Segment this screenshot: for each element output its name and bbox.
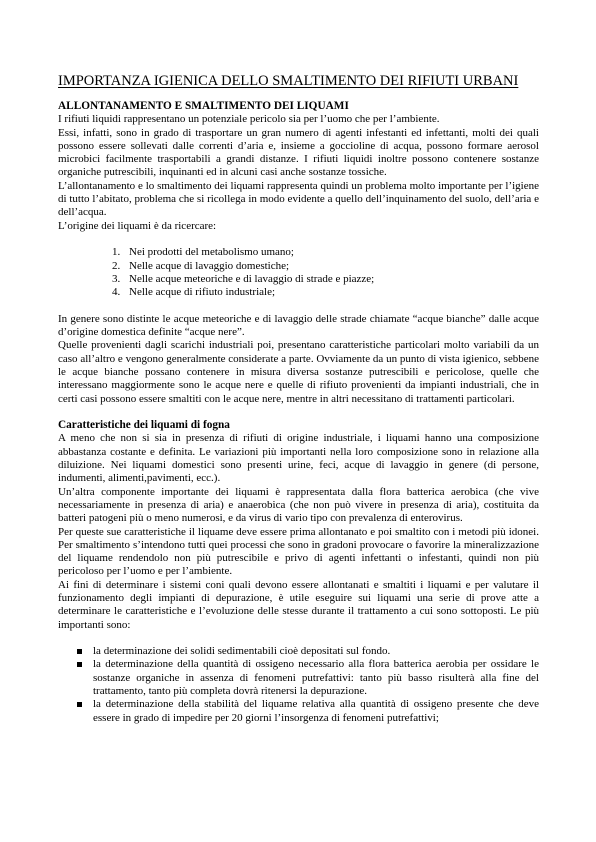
list-item-text: la determinazione della stabilità del liquame relativa alla quantità di ossigeno presente che deve essere in grado di impedire per 20 giorni l’insorgenza di fenomeni putrefattivi; (93, 698, 539, 724)
paragraph: L’allontanamento e lo smaltimento dei liquami rappresenta quindi un problema molto importante per l’igiene di tutto l’abitato, problema che si ricollega in modo evidente a quello dell’inquinamento del suolo, dell’aria e dell’acqua. (58, 179, 539, 219)
paragraph: Essi, infatti, sono in grado di trasportare un gran numero di agenti infestanti ed infettanti, molti dei quali possono essere sollevati dalle correnti d’aria e, insieme a goccioline di acqua, possono formare aerosol microbici facilmente trasportabili a grandi distanze. I rifiuti liquidi inoltre possono contenere sostanze organiche putrescibili, inquinanti ed in alcuni casi anche sostanze tossiche. (58, 126, 539, 179)
spacer (58, 632, 539, 645)
tests-list (58, 645, 539, 725)
paragraph: Per queste sue caratteristiche il liquame deve essere prima allontanato e poi smaltito con i metodi più idonei. Per smaltimento s’intendono tutti quei processi che sono in gradoni provocare o favorire la mineralizzazione del liquame rendendolo non più putrescibile e privo di agenti infettanti o infestanti, quindi non più pericoloso per l’uomo e per l’ambiente. (58, 525, 539, 578)
list-item (76, 658, 539, 698)
section-heading-caratteristiche: Caratteristiche dei liquami di fogna (58, 419, 230, 432)
paragraph: A meno che non si sia in presenza di rifiuti di origine industriale, i liquami hanno una composizione abbastanza costante e definita. Le variazioni più importanti nella loro composizione sono in relazione alla diluizione. Nei liquami domestici sono presenti urine, feci, acque di lavaggio in genere (di persone, indumenti, alimenti,pavimenti, ecc.). (58, 432, 539, 485)
spacer (58, 299, 539, 312)
paragraph: Un’altra componente importante dei liquami è rappresentata dalla flora batterica aerobica (che vive necessariamente in presenza di aria) e anaerobica (che non può vivere in presenza di aria), costituita da batteri patogeni più o meno numerosi, e da virus di vario tipo con prevalenza di enterovirus. (58, 485, 539, 525)
list-item-text: Nei prodotti del metabolismo umano; (129, 246, 294, 259)
square-bullet-icon (76, 658, 93, 671)
square-bullet-icon (76, 698, 93, 711)
paragraph: Quelle provenienti dagli scarichi industriali poi, presentano caratteristiche particolari molto variabili da un caso all’altro e vengono generalmente considerate a parte. Ovviamente da un punto di vista igienico, sebbene le acque bianche possano contenere in misura diversa sostanze putrescibili e pericolose, quelle che interessano maggiormente sono le acque nere e quelle di rifiuto provenienti da impianti industriali, che in certi casi possono essere smaltiti con le acque nere, mentre in altri necessitano di trattamenti particolari. (58, 339, 539, 405)
list-item (112, 246, 539, 259)
list-item-text: Nelle acque meteoriche e di lavaggio di strade e piazze; (129, 272, 375, 285)
list-number: 4. (112, 286, 121, 299)
paragraph: In genere sono distinte le acque meteoriche e di lavaggio delle strade chiamate “acque bianche” dalle acque d’origine domestica definite “acque nere”. (58, 312, 539, 339)
section-heading-liquami: ALLONTANAMENTO E SMALTIMENTO DEI LIQUAMI (58, 100, 349, 112)
spacer (58, 406, 539, 419)
paragraph: L’origine dei liquami è da ricercare: (58, 219, 217, 232)
list-number: 2. (112, 259, 121, 272)
list-item (112, 286, 539, 299)
list-item (112, 260, 539, 273)
list-item-text: la determinazione dei solidi sedimentabili cioè depositati sul fondo. (93, 645, 391, 658)
document-title: IMPORTANZA IGIENICA DELLO SMALTIMENTO DEI RIFIUTI URBANI (58, 73, 519, 89)
square-bullet-icon (76, 645, 93, 658)
list-number: 3. (112, 272, 121, 285)
paragraph: I rifiuti liquidi rappresentano un potenziale pericolo sia per l’uomo che per l’ambiente. (58, 113, 440, 126)
list-number: 1. (112, 246, 121, 259)
list-item (76, 645, 539, 658)
paragraph: Ai fini di determinare i sistemi coni quali devono essere allontanati e smaltiti i liquami e per valutare il funzionamento degli impianti di depurazione, è utile eseguire sui liquami una serie di prove atte a determinare le caratteristiche e l’evoluzione delle stesse durante il trattamento a cui sono sottoposti. Le più importanti sono: (58, 578, 539, 631)
list-item-text: Nelle acque di lavaggio domestiche; (129, 259, 290, 272)
document-body (58, 73, 539, 725)
list-item (76, 698, 539, 725)
list-item-text: la determinazione della quantità di ossigeno necessario alla flora batterica aerobia per ossidare le sostanze organiche in assenza di fenomeni putrefattivi: tanto più basso risulterà alla fine del trattamento, tanto più completa dovrà ritenersi la depurazione. (93, 658, 539, 698)
list-item-text: Nelle acque di rifiuto industriale; (129, 286, 276, 299)
origin-list (58, 246, 539, 299)
list-item (112, 273, 539, 286)
spacer (58, 233, 539, 246)
